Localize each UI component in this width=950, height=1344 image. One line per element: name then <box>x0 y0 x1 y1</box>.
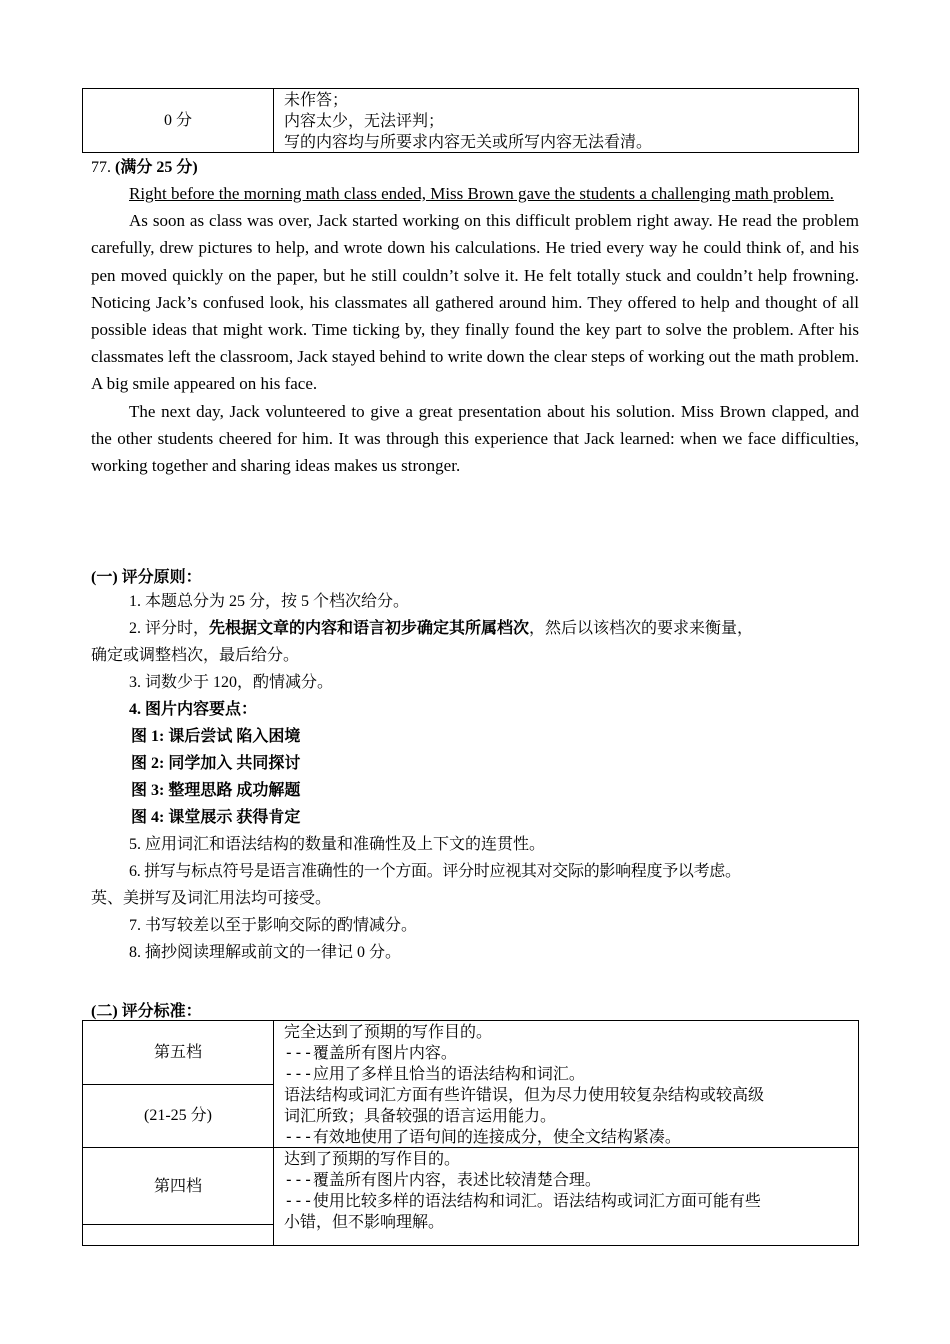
scoring-standards-table <box>82 1020 859 1246</box>
principle-item: 8. 摘抄阅读理解或前文的一律记 0 分。 <box>129 944 402 961</box>
criteria-line: ---使用比较多样的语法结构和词汇。语法结构或词汇方面可能有些 <box>284 1191 761 1210</box>
tier5-name: 第五档 <box>83 1021 274 1085</box>
zero-score-table <box>82 88 859 153</box>
criteria-line: 内容太少，无法评判； <box>284 111 445 130</box>
principle-item: 6. 拼写与标点符号是语言准确性的一个方面。评分时应视其对交际的影响程度予以考虑。 <box>129 863 741 880</box>
principle-item: 3. 词数少于 120，酌情减分。 <box>129 674 334 691</box>
principle-item: 4. 图片内容要点： <box>129 701 258 718</box>
essay-paragraph: The next day, Jack volunteered to give a great presentation about his solution. Miss Brown clapped, and the other students cheered for him. It was through this experience that Jack learned: when we face difficulties, working together and sharing ideas makes us stronger. <box>91 401 859 476</box>
principle-item: 7. 书写较差以至于影响交际的酌情减分。 <box>129 917 418 934</box>
question-full-marks: (满分 25 分) <box>115 159 198 176</box>
scoring-standards-title: (二) 评分标准： <box>91 1003 202 1020</box>
figure-point: 图 3: 整理思路 成功解题 <box>131 782 301 799</box>
criteria-line: 达到了预期的写作目的。 <box>284 1149 461 1168</box>
tier5-criteria <box>274 1021 859 1148</box>
figure-point: 图 2: 同学加入 共同探讨 <box>131 755 301 772</box>
principle-item-continued: 确定或调整档次，最后给分。 <box>91 647 300 664</box>
criteria-line: 写的内容均与所要求内容无关或所写内容无法看清。 <box>284 132 653 151</box>
criteria-line: 未作答； <box>284 90 349 109</box>
principle-item: 1. 本题总分为 25 分，按 5 个档次给分。 <box>129 593 410 610</box>
tier4-criteria <box>274 1148 859 1246</box>
question-number: 77. <box>91 159 111 176</box>
principle-item: 5. 应用词汇和语法结构的数量和准确性及上下文的连贯性。 <box>129 836 546 853</box>
criteria-line: 语法结构或词汇方面有些许错误，但为尽力使用较复杂结构或较高级 <box>284 1085 765 1104</box>
tier4-range-empty <box>83 1225 274 1246</box>
criteria-line: 完全达到了预期的写作目的。 <box>284 1022 493 1041</box>
essay-paragraph: As soon as class was over, Jack started working on this difficult problem right away. He read the problem carefully, drew pictures to help, and wrote down his calculations. He tried every way he could think of, and his pen moved quickly on the paper, but he still couldn’t solve it. He felt totally stuck and couldn’t help frowning. Noticing Jack’s confused look, his classmates all gathered around him. They offered to help and thought of all possible ideas that might work. Time ticking by, they finally found the key part to solve the problem. After his classmates left the classroom, Jack stayed behind to write down the clear steps of working out the math problem. A big smile appeared on his face. <box>91 211 859 394</box>
principle-item-continued: 英、美拼写及词汇用法均可接受。 <box>91 890 332 907</box>
model-essay <box>91 180 859 479</box>
criteria-line: ---覆盖所有图片内容。 <box>284 1043 457 1062</box>
principle-item: 2. 评分时，先根据文章的内容和语言初步确定其所属档次，然后以该档次的要求来衡量， <box>129 620 754 637</box>
tier5-range: (21-25 分) <box>83 1084 274 1148</box>
criteria-line: ---有效地使用了语句间的连接成分，使全文结构紧凑。 <box>284 1127 681 1146</box>
criteria-line: ---覆盖所有图片内容，表述比较清楚合理。 <box>284 1170 601 1189</box>
scoring-principles <box>91 588 861 966</box>
tier4-name: 第四档 <box>83 1148 274 1225</box>
zero-score-label: 0 分 <box>83 89 274 153</box>
figure-point: 图 4: 课堂展示 获得肯定 <box>131 809 301 826</box>
essay-given-first-sentence: Right before the morning math class ended, Miss Brown gave the students a challenging math problem. <box>129 184 834 203</box>
zero-score-criteria <box>274 89 859 153</box>
question-heading <box>91 158 198 178</box>
scoring-principles-title: (一) 评分原则： <box>91 569 202 586</box>
criteria-line: ---应用了多样且恰当的语法结构和词汇。 <box>284 1064 585 1083</box>
figure-point: 图 1: 课后尝试 陷入困境 <box>131 728 301 745</box>
criteria-line: 小错，但不影响理解。 <box>284 1212 445 1231</box>
criteria-line: 词汇所致；具备较强的语言运用能力。 <box>284 1106 557 1125</box>
